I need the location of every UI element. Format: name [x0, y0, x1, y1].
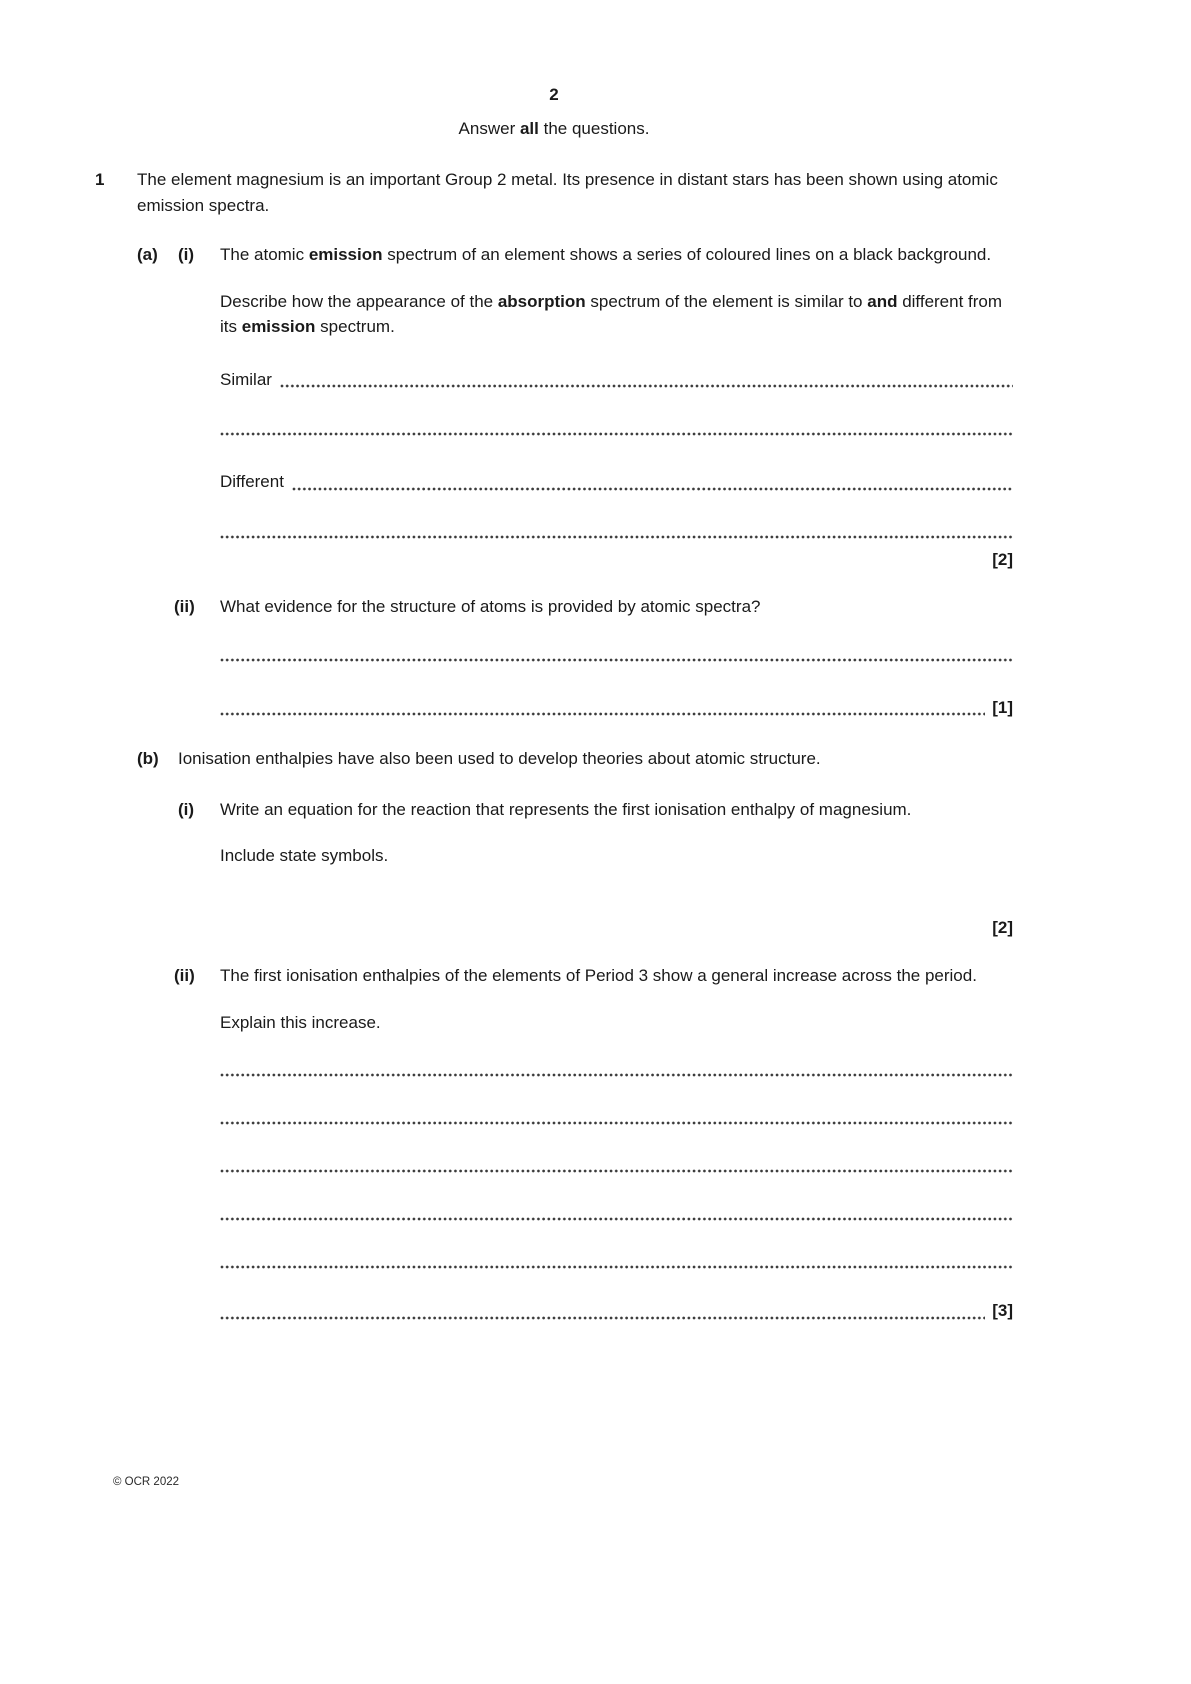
similar-answer-line [220, 367, 1013, 393]
answer-line-with-marks [220, 1298, 1013, 1324]
question-1-number: 1 [95, 170, 105, 189]
part-b-ii-body [220, 963, 1013, 1324]
emission-bold: emission [308, 245, 383, 264]
answer-line [220, 524, 1013, 543]
statement-text-2: spectrum of an element shows a series of coloured lines on a black background. [382, 245, 992, 264]
part-b-ii-statement: The first ionisation enthalpies of the elements of Period 3 show a general increase across the period. [220, 966, 977, 985]
answer-dotted-line [220, 1206, 1013, 1221]
emission-bold-2: emission [241, 317, 316, 336]
answer-dotted-line [220, 1158, 1013, 1173]
part-b-i-note: Include state symbols. [220, 846, 389, 865]
copyright-footer: © OCR 2022 [113, 1476, 180, 1488]
absorption-bold: absorption [497, 291, 586, 311]
answer-dotted-line [220, 524, 1013, 539]
page-number: 2 [549, 85, 559, 104]
answer-line [220, 1254, 1013, 1273]
part-a-i [137, 242, 1013, 572]
answer-line [220, 647, 1013, 666]
statement-text: The atomic [220, 245, 309, 264]
marks-a-ii: [1] [992, 697, 1013, 717]
task-text: Describe how the appearance of the [220, 291, 498, 311]
question-1-intro: The element magnesium is an important Group 2 metal. Its presence in distant stars has been shown using atomic emission spectra. [137, 170, 998, 215]
part-b-i-label: (i) [178, 799, 195, 819]
marks-a-i: [2] [992, 549, 1013, 569]
answer-dotted-line [220, 701, 985, 716]
answer-dotted-line [292, 476, 1013, 491]
part-a-i-body [220, 242, 1013, 572]
answer-dotted-line [220, 1110, 1013, 1125]
answer-line [220, 1158, 1013, 1177]
marks-b-i: [2] [992, 917, 1013, 937]
answer-dotted-line [280, 373, 1013, 388]
answer-line [220, 421, 1013, 440]
part-b [137, 746, 1013, 772]
answer-instruction [95, 116, 1013, 142]
instruction-pre: Answer [458, 118, 520, 138]
part-a-ii-body [220, 594, 1013, 720]
answer-dotted-line [220, 1254, 1013, 1269]
part-b-label: (b) [137, 749, 159, 768]
part-b-ii [174, 963, 1013, 1324]
part-a-ii [174, 594, 1013, 720]
answer-dotted-line [220, 421, 1013, 436]
answer-line [220, 1206, 1013, 1225]
part-b-i [178, 797, 1013, 941]
and-bold: and [867, 291, 898, 311]
answer-dotted-line [220, 647, 1013, 662]
task-text-3: different from its [220, 291, 1003, 336]
part-a-i-statement [220, 242, 1013, 268]
question-1 [95, 167, 1013, 218]
different-label: Different [220, 472, 284, 491]
part-a-i-task [220, 289, 1013, 340]
task-text-2: spectrum of the element is similar to [585, 291, 868, 311]
instruction-post: the questions. [538, 118, 650, 138]
task-text-4: spectrum. [315, 317, 395, 336]
part-a-ii-label: (ii) [174, 597, 195, 616]
similar-label: Similar [220, 369, 272, 389]
answer-dotted-line [220, 1062, 1013, 1077]
answer-line [220, 1062, 1013, 1081]
different-answer-line [220, 469, 1013, 495]
part-b-i-question: Write an equation for the reaction that represents the first ionisation enthalpy of magnesium. [220, 799, 912, 819]
part-b-i-body [220, 797, 1013, 941]
answer-dotted-line [220, 1305, 985, 1320]
instruction-bold: all [519, 118, 539, 138]
part-b-ii-task: Explain this increase. [220, 1012, 381, 1032]
part-a-i-label: (i) [178, 245, 195, 264]
part-a-ii-question: What evidence for the structure of atoms is provided by atomic spectra? [220, 597, 761, 616]
marks-b-ii: [3] [992, 1301, 1013, 1320]
part-b-intro: Ionisation enthalpies have also been used to develop theories about atomic structure. [178, 749, 821, 768]
answer-line [220, 1110, 1013, 1129]
part-a-label: (a) [137, 245, 158, 264]
answer-line-with-marks [220, 695, 1013, 721]
part-b-ii-label: (ii) [174, 966, 195, 985]
